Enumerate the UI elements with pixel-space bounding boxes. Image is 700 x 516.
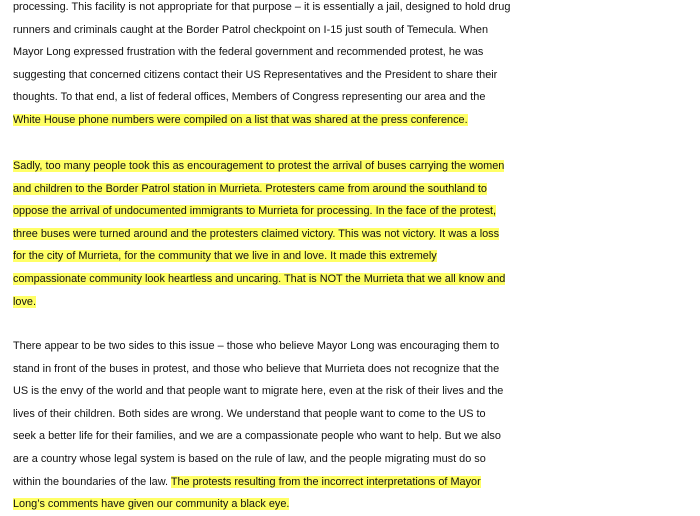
text-line <box>13 200 700 223</box>
text-line <box>13 291 700 314</box>
text-line <box>13 178 700 201</box>
text-line <box>13 19 700 42</box>
text-line <box>13 493 700 516</box>
line-text: lives of their children. Both sides are wrong. We understand that people want to come to the US to <box>13 407 486 420</box>
highlighted-text: three buses were turned around and the protesters claimed victory. This was not victory. It was a loss <box>13 227 500 240</box>
line-text: There appear to be two sides to this issue – those who believe Mayor Long was encouraging them to <box>13 340 500 352</box>
line-text: seek a better life for their families, and we are a compassionate people who want to help. But we also <box>13 430 501 443</box>
line-text: stand in front of the buses in protest, and those who believe that Murrieta does not recognize that the <box>13 362 500 375</box>
line-text: Mayor Long expressed frustration with the federal government and recommended protest, he was <box>13 46 484 59</box>
highlighted-text: and children to the Border Patrol station in Murrieta. Protesters came from around the southland to <box>13 182 487 195</box>
paragraph-1 <box>13 0 700 132</box>
text-line <box>13 403 700 426</box>
highlighted-text: The protests resulting from the incorrect interpretations of Mayor <box>170 475 481 488</box>
text-line <box>13 41 700 64</box>
text-line <box>13 425 700 448</box>
text-line <box>13 380 700 403</box>
highlighted-text: for the city of Murrieta, for the community that we live in and love. It made this extremely <box>13 250 437 263</box>
text-line <box>13 471 700 494</box>
line-text: within the boundaries of the law. <box>13 475 171 488</box>
line-text: are a country whose legal system is based on the rule of law, and the people migrating must do so <box>13 452 486 465</box>
highlighted-text: Long’s comments have given our community a black eye. <box>13 498 290 511</box>
line-text: thoughts. To that end, a list of federal offices, Members of Congress representing our area and the <box>13 91 486 104</box>
text-line <box>13 268 700 291</box>
paragraph-2 <box>13 155 700 313</box>
text-line <box>13 358 700 381</box>
text-line <box>13 109 700 132</box>
text-line <box>13 448 700 471</box>
highlighted-text: Sadly, too many people took this as encouragement to protest the arrival of buses carrying the women <box>13 160 505 172</box>
text-line <box>13 245 700 268</box>
text-line <box>13 64 700 87</box>
paragraph-3 <box>13 335 700 516</box>
text-line <box>13 86 700 109</box>
text-line <box>13 0 700 19</box>
text-line <box>13 335 700 358</box>
highlighted-text: White House phone numbers were compiled on a list that was shared at the press conference. <box>13 113 468 126</box>
text-line <box>13 155 700 178</box>
line-text: runners and criminals caught at the Border Patrol checkpoint on I-15 just south of Temecula. When <box>13 23 489 36</box>
line-text: suggesting that concerned citizens contact their US Representatives and the President to share their <box>13 68 498 81</box>
text-line <box>13 223 700 246</box>
line-text: processing. This facility is not appropriate for that purpose – it is essentially a jail, designed to hold drug <box>13 1 511 13</box>
highlighted-text: compassionate community look heartless and uncaring. That is NOT the Murrieta that we all know and <box>13 272 506 285</box>
line-text: US is the envy of the world and that people want to migrate here, even at the risk of their lives and the <box>13 385 504 398</box>
highlighted-text: oppose the arrival of undocumented immigrants to Murrieta for processing. In the face of the protest, <box>13 205 497 218</box>
highlighted-text: love. <box>13 295 37 308</box>
